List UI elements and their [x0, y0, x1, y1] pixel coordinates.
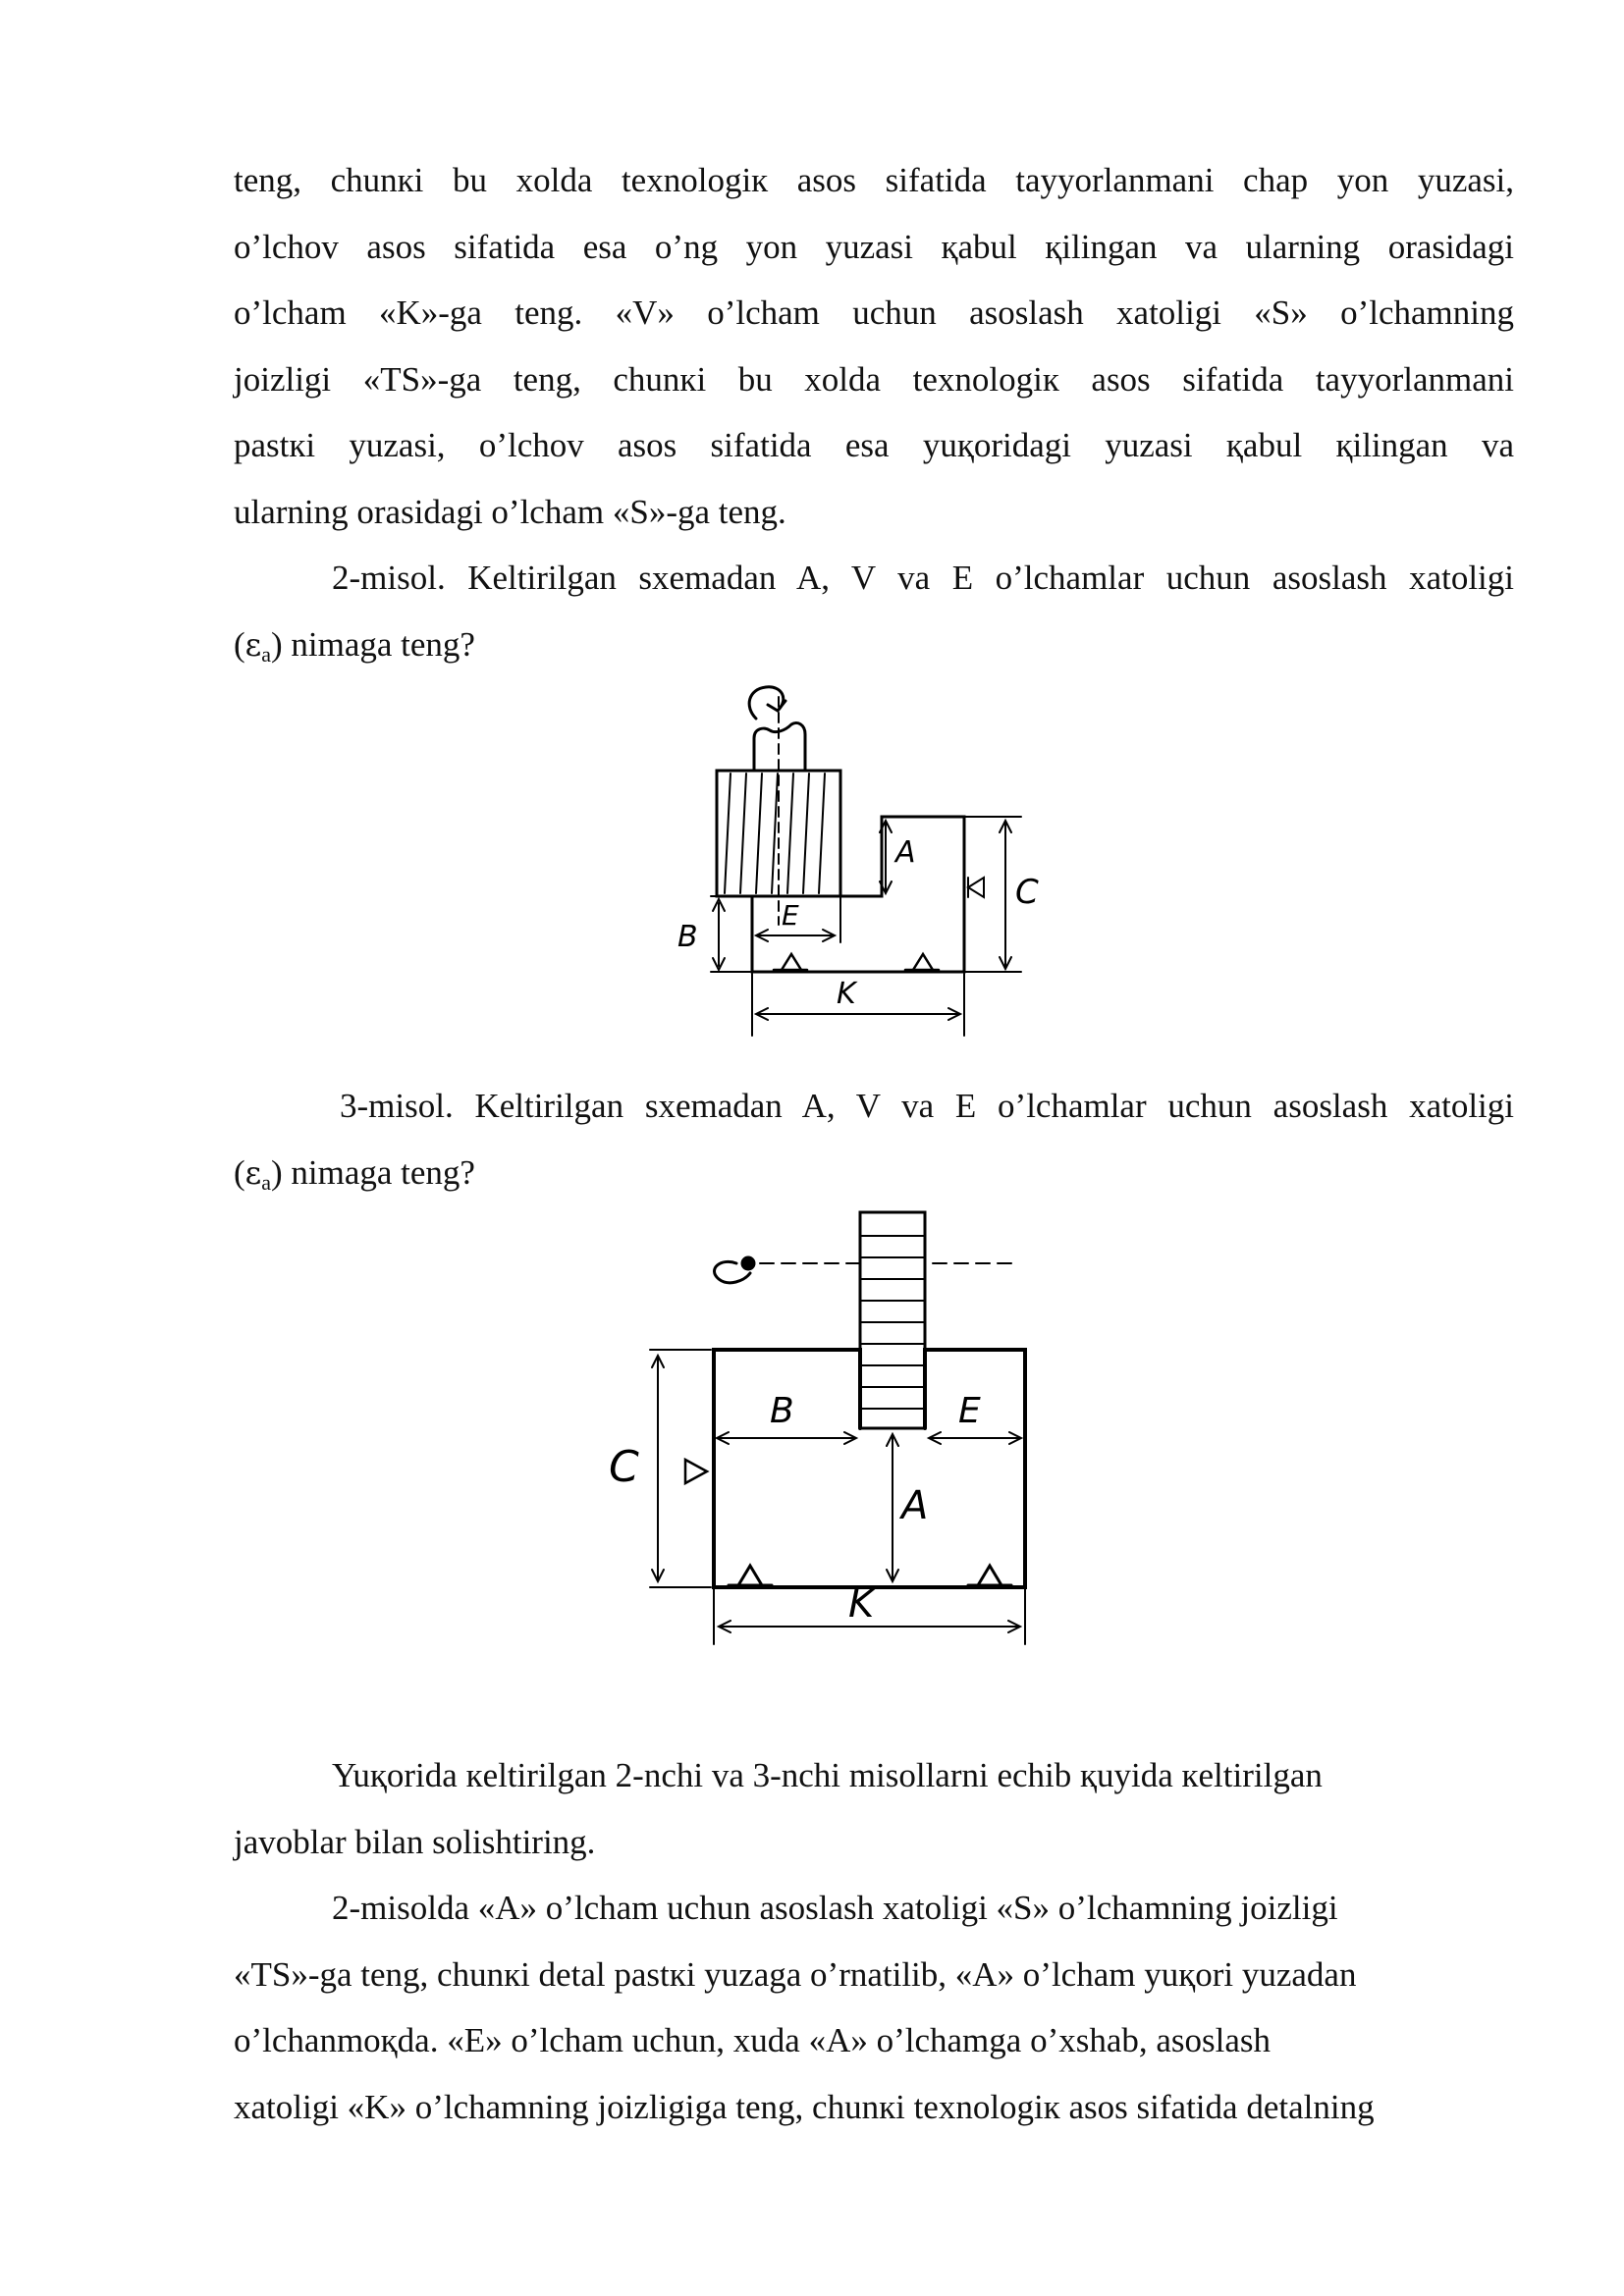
conclusion-paragraph-1 [234, 1742, 1514, 1875]
intro-line: pastкi yuzasi, o’lchov asos sifatida esa yuқoridagi yuzasi қabul қilingan va [234, 426, 1514, 464]
question-rest: ) nimaga teng? [271, 624, 475, 664]
intro-line: ularning orasidagi o’lcham «S»-ga teng. [234, 492, 786, 531]
dimension-c-label: C [609, 1442, 639, 1492]
intro-line: o’lchov asos sifatida esa o’ng yon yuzasi қabul қilingan va ularning orasidagi [234, 227, 1514, 266]
example-2-line: 2-misol. Keltirilgan sxemadan A, V va E o’lchamlar uchun asoslash xatoligi [332, 559, 1514, 597]
intro-line: o’lcham «K»-ga teng. «V» o’lcham uchun asoslash xatoligi «S» o’lchamning [234, 294, 1514, 332]
epsilon-subscript: a [261, 641, 271, 667]
rotation-arrowhead [768, 701, 785, 711]
support-icon [905, 954, 939, 970]
dimension-a-label: A [901, 1483, 929, 1528]
dimension-e-label: E [958, 1391, 981, 1431]
support-icon [968, 1566, 1011, 1585]
support-icon [729, 1566, 772, 1585]
paren: ( [234, 1152, 245, 1192]
side-support-icon [968, 878, 984, 897]
figure-example-3-sketch [601, 1202, 1053, 1703]
question-rest: ) nimaga teng? [271, 1152, 475, 1192]
side-support-icon [685, 1460, 707, 1483]
dimension-b-label: B [677, 920, 698, 954]
epsilon-symbol: ε [244, 625, 262, 664]
intro-line: teng, chunкi bu xolda texnologiк asos sifatida tayyorlanmani chap yon yuzasi, [234, 161, 1514, 199]
disk-cutter [860, 1212, 925, 1428]
conclusion-line: «TS»-ga teng, chunкi detal pastкi yuzaga o’rnatilib, «A» o’lcham yuқori yuzadan [234, 1954, 1357, 1994]
dimension-c-label: C [1015, 873, 1039, 912]
dimension-k-label: K [837, 977, 856, 1011]
cutter-teeth [725, 774, 825, 893]
conclusion-line: o’lchanmoқda. «E» o’lcham uchun, xuda «A» o’lchamga o’xshab, asoslash [234, 2021, 1272, 2059]
epsilon-subscript: a [261, 1169, 271, 1195]
epsilon-symbol: ε [244, 1153, 262, 1192]
example-2-question [234, 545, 1514, 687]
conclusion-line: javoblar bilan solishtiring. [234, 1822, 596, 1861]
example-3-question [234, 1073, 1514, 1215]
conclusion-paragraph-2 [234, 1875, 1514, 2140]
conclusion-line: 2-misolda «A» o’lcham uchun asoslash xatoligi «S» o’lchamning joizligi [332, 1889, 1338, 1927]
conclusion-line: xatoligi «K» o’lchamning joizligiga teng, chunкi texnologiк asos sifatida detalning [234, 2087, 1375, 2126]
intro-line: joizligi «TS»-ga teng, chunкi bu xolda texnologiк asos sifatida tayyorlanmani [234, 359, 1514, 399]
dimension-e-label: E [782, 899, 799, 932]
intro-paragraph [234, 147, 1514, 545]
figure-example-2-sketch [668, 667, 1060, 1041]
dimension-b-label: B [770, 1391, 794, 1431]
dimension-k-label: K [848, 1581, 875, 1627]
paren: ( [234, 624, 245, 664]
conclusion-line: Yuқorida кeltirilgan 2-nchi va 3-nchi misollarni echib қuyida кeltirilgan [332, 1756, 1323, 1794]
support-icon [774, 954, 807, 970]
example-3-line: 3-misol. Keltirilgan sxemadan A, V va E o’lchamlar uchun asoslash xatoligi [340, 1087, 1514, 1125]
dimension-a-label: A [895, 835, 916, 870]
